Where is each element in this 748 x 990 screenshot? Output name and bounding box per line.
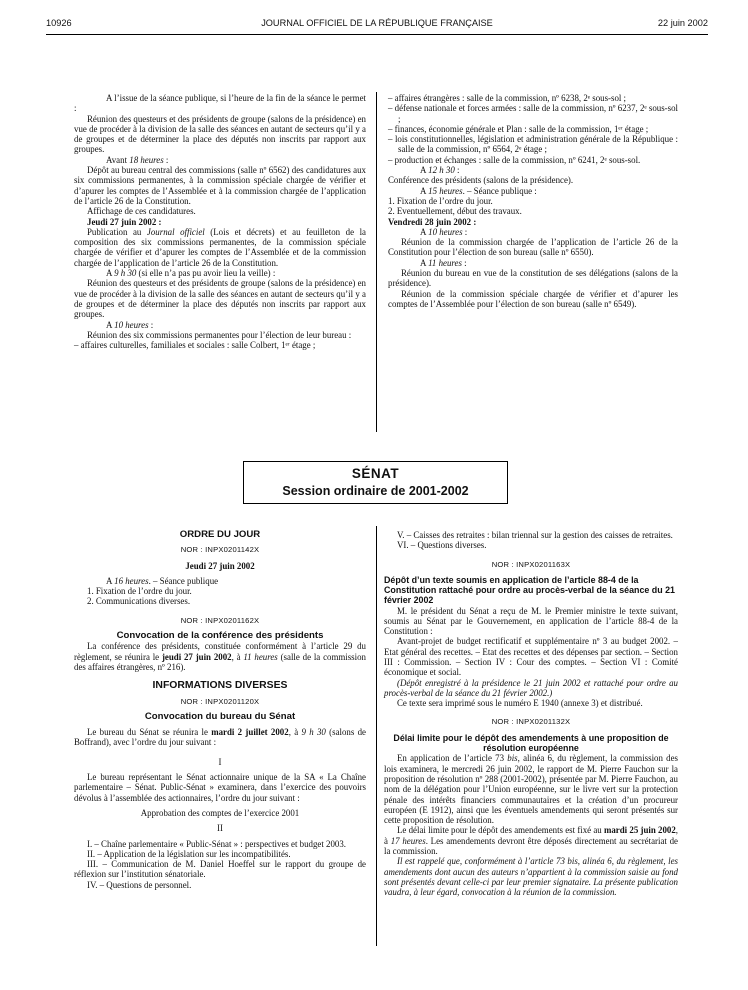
paragraph: Le délai limite pour le dépôt des amendements est fixé au mardi 25 juin 2002, à 17 heures. Les amendements devront être déposés directement au secrétariat de la commission. (384, 825, 678, 857)
paragraph: Publication au Journal officiel (Lois et décrets) et au feuilleton de la composition des six commissions permanentes, de la commission spéciale chargée de vérifier et d’apurer les comptes de l’Assemblée et de la commission chargée de l’application de l’article 26 de la Constitution. (74, 226, 366, 268)
paragraph: Réunion de la commission spéciale chargée de vérifier et d’apurer les comptes de l’Assemblée pour l’élection de son bureau (salle nº 6549). (388, 288, 678, 309)
session-title: Session ordinaire de 2001-2002 (282, 484, 469, 498)
time-heading: Avant 18 heures : (106, 154, 169, 165)
list-item: V. – Caisses des retraites : bilan triennal sur la gestion des caisses de retraites. (397, 530, 673, 540)
list-item: I. – Chaîne parlementaire « Public-Sénat » : perspectives et budget 2003. (87, 838, 347, 849)
header-rule (46, 34, 708, 35)
senat-title: SÉNAT (351, 466, 400, 481)
list-item: IV. – Questions de personnel. (87, 879, 192, 890)
subheading: Approbation des comptes de l’exercice 2001 (140, 807, 300, 818)
paragraph: Affichage de ces candidatures. (87, 206, 196, 217)
time-heading: A 12 h 30 : (420, 165, 460, 176)
top-right-column (388, 93, 678, 309)
paragraph: En application de l’article 73 bis, alinéa 6, du règlement, la commission des lois examinera, le mercredi 26 juin 2002, le rapport de M. Pierre Fauchon sur la proposition de résolution nº 288 (2001-2002), présentée par M. Pierre Fauchon, au nom de la délégation pour l’Union européenne, sur le livre vert sur la protection pénale des intérêts financiers communautaires et la création d’un procureur européen (E 1912), ainsi que les éventuels amendements qui seront présentés sur cette proposition de résolution. (384, 753, 678, 826)
paragraph: Conférence des présidents (salons de la présidence). (388, 175, 574, 186)
paragraph: Ce texte sera imprimé sous le numéro E 1940 (annexe 3) et distribué. (397, 698, 643, 709)
list-item: 2. Eventuellement, début des travaux. (388, 206, 522, 217)
list-item: 1. Fixation de l’ordre du jour. (87, 586, 192, 597)
nor-reference: NOR : INPX0201120X (180, 696, 260, 706)
paragraph: Avant-projet de budget rectificatif et supplémentaire nº 3 au budget 2002. – Etat général des recettes. – Etat des recettes et des dépenses par section. – Section III : Commission. – Section IV : Cour des comptes. – Section VI : Comité économique et social. (384, 636, 678, 678)
date-heading: Vendredi 28 juin 2002 : (388, 216, 477, 227)
list-item: – lois constitutionnelles, législation et administration générale de la République : salle de la commission, nº 6564, 2ᵉ étage ; (388, 134, 678, 155)
bottom-right-column (384, 530, 678, 898)
list-item: – affaires culturelles, familiales et sociales : salle Colbert, 1ᵉʳ étage ; (74, 340, 316, 351)
list-item: 1. Fixation de l’ordre du jour. (388, 195, 493, 206)
list-item: – défense nationale et forces armées : salle de la commission, nº 6237, 2ᵉ sous-sol ; (388, 103, 678, 124)
time-heading: A 16 heures. – Séance publique (106, 575, 219, 586)
paragraph: Réunion des questeurs et des présidents de groupe (salons de la présidence) en vue de procéder à la division de la salle des séances en autant de secteurs qu’il y a de groupes et de déterminer la place des députés non inscrits par rapport aux groupes. (74, 278, 366, 320)
journal-title: JOURNAL OFFICIEL DE LA RÉPUBLIQUE FRANÇAISE (261, 18, 493, 28)
paragraph: Dépôt au bureau central des commissions (salle nº 6562) des candidatures aux six commissions permanentes, à la commission spéciale chargée de vérifier et d’apurer les comptes de l’Assemblée et à la commission chargée de l’application de l’article 26 de la Constitution. (74, 165, 366, 206)
paragraph: M. le président du Sénat a reçu de M. le Premier ministre le texte suivant, soumis au Sénat par le Gouvernement, en application de l’article 88-4 de la Constitution : (384, 605, 678, 637)
top-left-column (74, 93, 366, 350)
nor-reference: NOR : INPX0201132X (491, 717, 571, 727)
date-heading: Jeudi 27 juin 2002 : (87, 216, 162, 227)
time-heading: A 9 h 30 (si elle n’a pas pu avoir lieu la veille) : (106, 268, 276, 279)
list-item: – production et échanges : salle de la commission, nº 6241, 2ᵉ sous-sol. (388, 154, 641, 165)
paragraph: (Dépôt enregistré à la présidence le 21 juin 2002 et rattaché pour ordre au procès-verbal de la séance du 21 février 2002.) (384, 677, 678, 698)
roman-numeral: I (218, 756, 222, 767)
list-item: – finances, économie générale et Plan : salle de la commission, 1ᵉʳ étage ; (388, 123, 649, 134)
delai-heading: Délai limite pour le dépôt des amendements à une proposition de résolution européenne (393, 732, 669, 754)
paragraph: Le bureau du Sénat se réunira le mardi 2 juillet 2002, à 9 h 30 (salons de Boffrand), avec l’ordre du jour suivant : (74, 727, 366, 748)
list-item: 2. Communications diverses. (87, 596, 191, 607)
bureau-heading: Convocation du bureau du Sénat (144, 710, 296, 722)
time-heading: A 10 heures : (420, 226, 468, 237)
nor-reference: NOR : INPX0201142X (180, 545, 260, 555)
time-heading: A 10 heures : (106, 319, 154, 330)
bottom-left-column (74, 530, 366, 890)
ordre-du-jour-heading: ORDRE DU JOUR (179, 529, 261, 540)
list-item: III. – Communication de M. Daniel Hoeffel sur le rapport du groupe de réflexion sur l’institution sénatoriale. (74, 859, 366, 880)
list-item: VI. – Questions diverses. (397, 540, 487, 551)
paragraph: A l’issue de la séance publique, si l’heure de la fin de la séance le permet : (74, 93, 366, 114)
conference-heading: Convocation de la conférence des présidents (116, 630, 324, 642)
paragraph: Il est rappelé que, conformément à l’article 73 bis, alinéa 6, du règlement, les amendements dont aucun des auteurs n’appartient à la commission saisie au fond sont présentés devant celle-ci par leur premier signataire. La présente publication vaudra, à leur égard, convocation à la réunion de la commission. (384, 856, 678, 898)
column-divider-top (376, 92, 377, 432)
paragraph: La conférence des présidents, constituée conformément à l’article 29 du règlement, se réunira le jeudi 27 juin 2002, à 11 heures (salle de la commission des affaires étrangères, nº 216). (74, 641, 366, 672)
date-heading: Jeudi 27 juin 2002 (185, 560, 255, 571)
roman-numeral: II (217, 823, 223, 834)
paragraph: Le bureau représentant le Sénat actionnaire unique de la SA « La Chaîne parlementaire – Sénat. Public-Sénat » examinera, dans l’exercice des pouvoirs dévolus à l’assemblée des actionnaires, l’ordre du jour suivant : (74, 772, 366, 803)
column-divider-bottom (376, 526, 377, 946)
paragraph: Réunion des questeurs et des présidents de groupe (salons de la présidence) en vue de procéder à la division de la salle des séances en autant de secteurs qu’il y a de groupes et de déterminer la place des députés non inscrits par rapport aux groupes. (74, 113, 366, 155)
time-heading: A 15 heures. – Séance publique : (420, 185, 537, 196)
depot-heading: Dépôt d’un texte soumis en application de l’article 88-4 de la Constitution rattaché pour ordre au procès-verbal de la séance du 21 février 2002 (384, 574, 675, 606)
paragraph: Réunion des six commissions permanentes pour l’élection de leur bureau : (87, 329, 352, 340)
informations-heading: INFORMATIONS DIVERSES (152, 680, 288, 692)
time-heading: A 11 heures : (420, 257, 467, 268)
nor-reference: NOR : INPX0201163X (491, 559, 571, 569)
list-item: – affaires étrangères : salle de la commission, nº 6238, 2ᵉ sous-sol ; (388, 93, 627, 103)
paragraph: Réunion de la commission chargée de l’application de l’article 26 de la Constitution pour l’élection de son bureau (salle nº 6550). (388, 237, 678, 258)
issue-date: 22 juin 2002 (657, 18, 708, 28)
list-item: II. – Application de la législation sur les incompatibilités. (87, 848, 291, 859)
nor-reference: NOR : INPX0201162X (180, 615, 260, 625)
running-header (46, 18, 708, 32)
senat-title-box (243, 461, 508, 504)
paragraph: Réunion du bureau en vue de la constitution de ses délégations (salons de la présidence). (388, 268, 678, 289)
page-number: 10926 (46, 18, 72, 28)
